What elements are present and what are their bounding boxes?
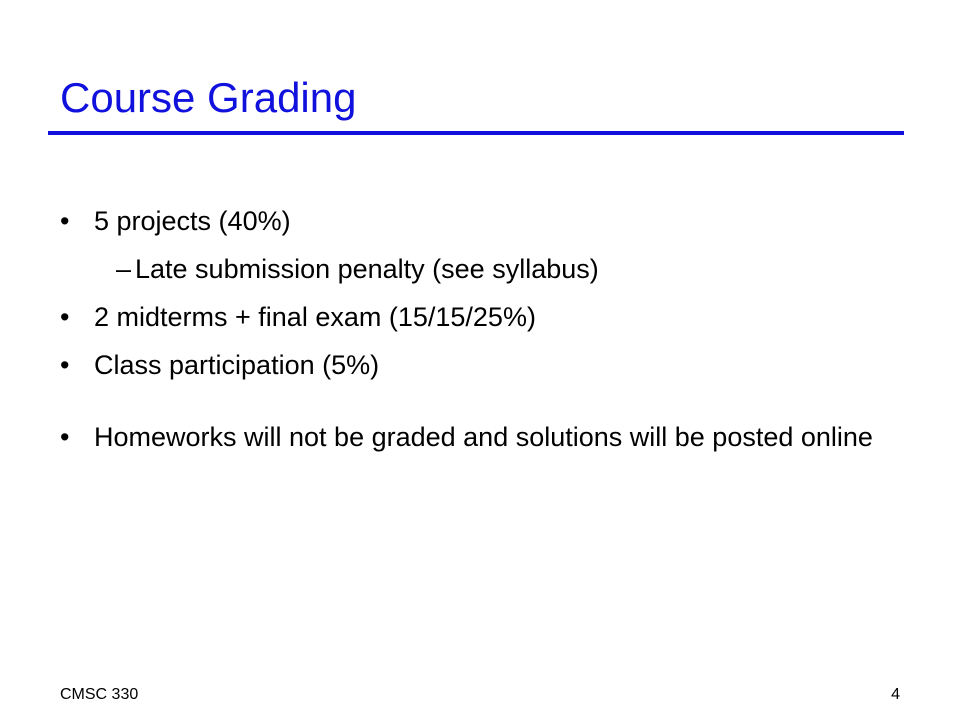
- bullet-marker: •: [60, 350, 70, 380]
- bullet-list: [60, 203, 920, 467]
- slide-title: Course Grading: [60, 74, 357, 121]
- bullet-marker: •: [60, 206, 70, 236]
- bullet-text: Class participation (5%): [94, 350, 380, 380]
- bullet-item: [60, 347, 920, 383]
- bullet-marker: •: [60, 422, 70, 452]
- page-number: 4: [891, 686, 900, 703]
- bullet-item: [60, 299, 920, 335]
- course-code-footer: CMSC 330: [60, 686, 139, 703]
- bullet-item: [60, 203, 920, 239]
- bullet-item: [60, 419, 920, 455]
- sub-bullet-text: Late submission penalty (see syllabus): [135, 254, 599, 284]
- title-underline: [48, 131, 904, 135]
- bullet-marker: •: [60, 302, 70, 332]
- bullet-text: Homeworks will not be graded and solutions will be posted online: [94, 422, 873, 452]
- dash-marker: –: [116, 254, 132, 284]
- bullet-text: 2 midterms + final exam (15/15/25%): [94, 302, 536, 332]
- bullet-text: 5 projects (40%): [94, 206, 291, 236]
- sub-bullet-item: [60, 251, 920, 287]
